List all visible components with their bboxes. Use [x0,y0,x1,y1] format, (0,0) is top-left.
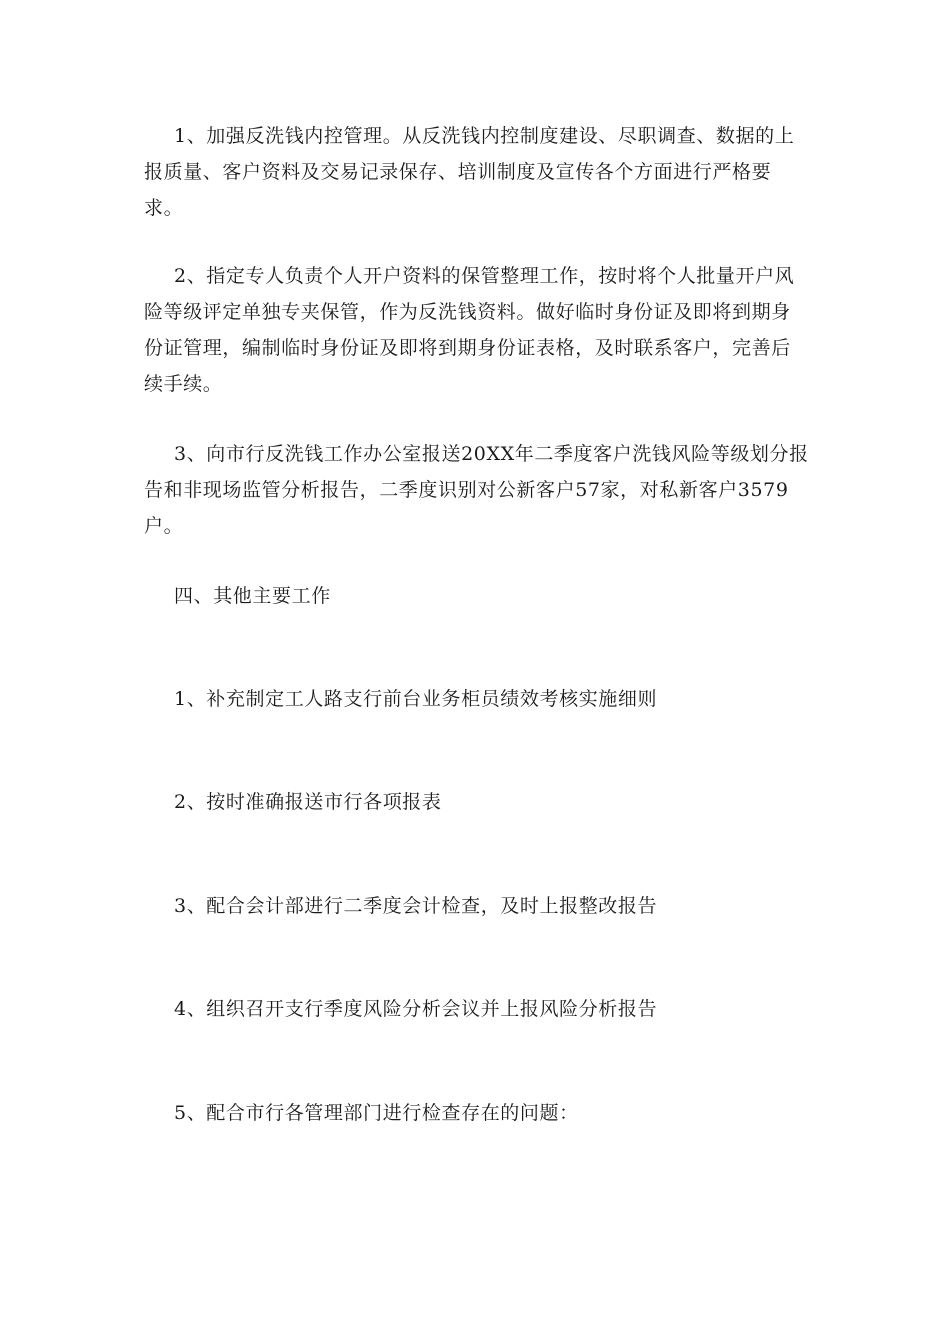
paragraph-aml-internal-control: 1、加强反洗钱内控管理。从反洗钱内控制度建设、尽职调查、数据的上报质量、客户资料及交易记录保存、培训制度及宣传各个方面进行严格要求。 [144,125,795,219]
list-item: 2、按时准确报送市行各项报表 [174,791,442,813]
list-item: 5、配合市行各管理部门进行检查存在的问题： [174,1102,579,1124]
list-item: 1、补充制定工人路支行前台业务柜员绩效考核实施细则 [174,688,658,710]
list-item: 4、组织召开支行季度风险分析会议并上报风险分析报告 [174,998,658,1020]
section-heading-other-work: 四、其他主要工作 [174,585,331,607]
paragraph-account-records: 2、指定专人负责个人开户资料的保管整理工作，按时将个人批量开户风险等级评定单独专夹保管，作为反洗钱资料。做好临时身份证及即将到期身份证管理，编制临时身份证及即将到期身份证表格，及时联系客户，完善后续手续。 [144,265,795,395]
list-item: 3、配合会计部进行二季度会计检查，及时上报整改报告 [174,895,658,917]
paragraph-risk-report: 3、向市行反洗钱工作办公室报送20XX年二季度客户洗钱风险等级划分报告和非现场监管分析报告，二季度识别对公新客户57家，对私新客户3579户。 [144,443,809,537]
